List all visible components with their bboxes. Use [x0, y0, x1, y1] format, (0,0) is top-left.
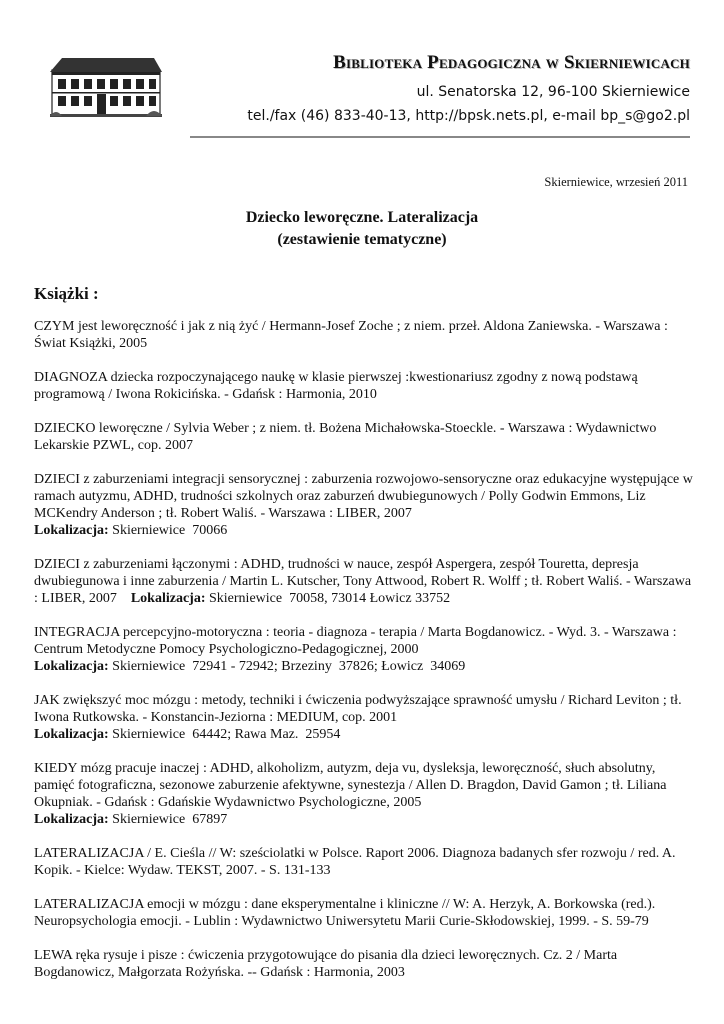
location-label: Lokalizacja: — [34, 812, 109, 827]
citation-text: DZIECKO leworęczne / Sylvia Weber ; z niem. tł. Bożena Michałowska-Stoeckle. - Warszawa : Wydawnictwo Lekarskie PZWL, cop. 2007 — [34, 421, 660, 453]
bibliography-entry — [34, 896, 694, 930]
library-building-logo — [50, 50, 162, 120]
library-address: ul. Senatorska 12, 96-100 Skierniewice — [416, 84, 690, 100]
citation-text: DIAGNOZA dziecka rozpoczynającego naukę w klasie pierwszej :kwestionariusz zgodny z nową podstawą programową / Iwona Rokicińska. - Gdańsk : Harmonia, 2010 — [34, 370, 642, 402]
bibliography-entry — [34, 318, 694, 352]
entry-citation — [34, 556, 694, 607]
citation-text: LEWA ręka rysuje i pisze : ćwiczenia przygotowujące do pisania dla dzieci leworęcznych. Cz. 2 / Marta Bogdanowicz, Małgorzata Rożyńska. -- Gdańsk : Harmonia, 2003 — [34, 948, 621, 980]
entry-citation — [34, 896, 694, 930]
bibliography-list — [34, 318, 697, 998]
section-heading-books: Książki : — [34, 284, 99, 303]
location-label: Lokalizacja: — [34, 523, 109, 538]
bibliography-entry — [34, 471, 697, 539]
library-name: Biblioteka Pedagogiczna w Skierniewicach — [333, 52, 690, 73]
location-value: Skierniewice 72941 - 72942; Brzeziny 37826; Łowicz 34069 — [108, 659, 466, 674]
citation-text: DZIECI z zaburzeniami łączonymi : ADHD, trudności w nauce, zespół Aspergera, zespół Touretta, depresja dwubiegunowa i inne zaburzenia / Martin L. Kutscher, Tony Attwood, Robert R. Wolff ; tł. Robert Waliś. - Warszawa : LIBER, 2007 — [34, 557, 695, 606]
entry-citation — [34, 845, 694, 879]
location-label: Lokalizacja: — [34, 727, 109, 742]
entry-citation — [34, 318, 694, 352]
library-contact: tel./fax (46) 833-40-13, http://bpsk.nets.pl, e-mail bp_s@go2.pl — [247, 108, 690, 124]
citation-text: KIEDY mózg pracuje inaczej : ADHD, alkoholizm, autyzm, deja vu, dysleksja, leworęczność, słuch absolutny, pamięć fotograficzna, sezonowe zaburzenie afektywne, synestezja / Allen D. Bragdon, David Gamon ; tł. Liliana Okupniak. - Gdańsk : Gdańskie Wydawnictwo Psychologiczne, 2005 — [34, 761, 670, 810]
bibliography-entry — [34, 845, 694, 879]
bibliography-entry — [34, 556, 694, 607]
bibliography-entry — [34, 369, 694, 403]
location-label: Lokalizacja: — [130, 591, 206, 606]
title-line-1: Dziecko leworęczne. Lateralizacja — [245, 209, 479, 226]
title-line-2: (zestawienie tematyczne) — [277, 231, 447, 248]
entry-citation — [34, 947, 694, 981]
citation-text: LATERALIZACJA / E. Cieśla // W: sześciolatki w Polsce. Raport 2006. Diagnoza badanych sfer rozwoju / red. A. Kopik. - Kielce: Wydaw. TEKST, 2007. - S. 131-133 — [34, 846, 680, 878]
bibliography-entry — [34, 624, 694, 675]
document-title — [0, 207, 724, 251]
bibliography-entry — [34, 760, 694, 828]
bibliography-entry — [34, 692, 694, 743]
entry-citation — [34, 471, 697, 539]
location-value: Skierniewice 70066 — [108, 523, 228, 538]
citation-text: JAK zwiększyć moc mózgu : metody, techniki i ćwiczenia podwyższające sprawność umysłu / Richard Leviton ; tł. Iwona Rutkowska. - Konstancin-Jeziorna : MEDIUM, cop. 2001 — [34, 693, 686, 725]
document-date: Skierniewice, wrzesień 2011 — [544, 175, 688, 189]
citation-text: DZIECI z zaburzeniami integracji sensorycznej : zaburzenia rozwojowo-sensoryczne oraz edukacyjne występujące w ramach autyzmu, ADHD, trudności szkolnych oraz zaburzeń dwubiegunowych / Polly Godwin Emmons, Liz MCKendry Anderson ; tł. Robert Waliś. - Warszawa : LIBER, 2007 — [34, 472, 697, 521]
entry-citation — [34, 760, 694, 828]
bibliography-entry — [34, 947, 694, 981]
location-value: Skierniewice 67897 — [108, 812, 228, 827]
entry-citation — [34, 624, 694, 675]
entry-citation — [34, 420, 694, 454]
entry-citation — [34, 692, 694, 743]
header-divider — [190, 136, 690, 138]
citation-text: LATERALIZACJA emocji w mózgu : dane eksperymentalne i kliniczne // W: A. Herzyk, A. Borkowska (red.). Neuropsychologia emocji. - Lublin : Wydawnictwo Uniwersytetu Marii Curie-Skłodowskiej, 1999. - S. 59-79 — [34, 897, 659, 929]
citation-text: INTEGRACJA percepcyjno-motoryczna : teoria - diagnoza - terapia / Marta Bogdanowicz. - Wyd. 3. - Warszawa : Centrum Metodyczne Pomocy Psychologiczno-Pedagogicznej, 2000 — [34, 625, 680, 657]
location-label: Lokalizacja: — [34, 659, 109, 674]
entry-citation — [34, 369, 694, 403]
bibliography-entry — [34, 420, 694, 454]
location-value: Skierniewice 64442; Rawa Maz. 25954 — [108, 727, 341, 742]
citation-text: CZYM jest leworęczność i jak z nią żyć / Hermann-Josef Zoche ; z niem. przeł. Aldona Zaniewska. - Warszawa : Świat Książki, 2005 — [34, 319, 672, 351]
location-value: Skierniewice 70058, 73014 Łowicz 33752 — [205, 591, 451, 606]
